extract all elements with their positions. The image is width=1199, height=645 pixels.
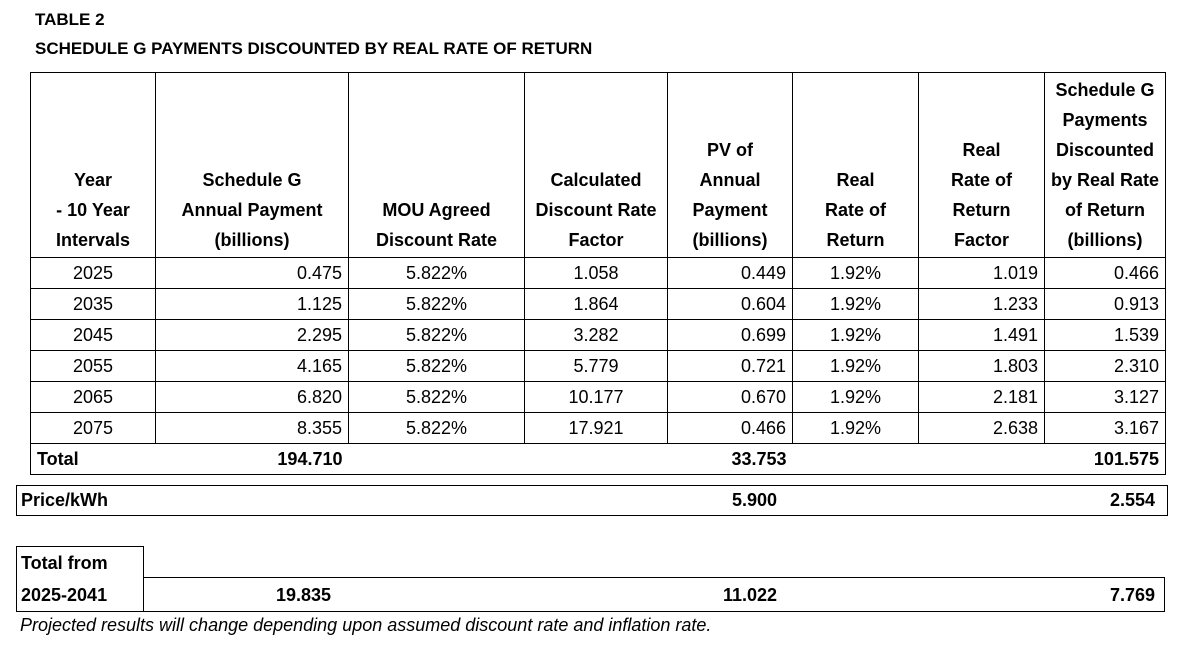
header-real-rate: Real Rate of Return — [793, 73, 919, 258]
pv-payment-cell: 0.670 — [668, 382, 793, 413]
mou-rate-cell: 5.822% — [349, 258, 525, 289]
discounted-payment-cell: 2.310 — [1045, 351, 1166, 382]
header-row — [31, 73, 1166, 258]
price-discounted: 2.554 — [1109, 490, 1155, 510]
pv-payment-cell: 0.604 — [668, 289, 793, 320]
total-from-discounted: 7.769 — [1109, 585, 1155, 605]
year-cell: 2045 — [31, 320, 156, 351]
total-annual-payment: 194.710 — [156, 444, 349, 475]
header-real-rate-factor: Real Rate of Return Factor — [919, 73, 1045, 258]
discount-factor-cell: 10.177 — [525, 382, 668, 413]
price-pv: 5.900 — [731, 490, 777, 510]
annual-payment-cell: 1.125 — [156, 289, 349, 320]
total-from-label-line2: 2025-2041 — [21, 585, 108, 605]
discounted-payment-cell: 1.539 — [1045, 320, 1166, 351]
year-cell: 2075 — [31, 413, 156, 444]
header-discount-factor: Calculated Discount Rate Factor — [525, 73, 668, 258]
table-label: TABLE 2 — [35, 10, 105, 29]
header-pv-payment: PV of Annual Payment (billions) — [668, 73, 793, 258]
table-row — [31, 351, 1166, 382]
header-year: Year - 10 Year Intervals — [31, 73, 156, 258]
discount-factor-cell: 1.058 — [525, 258, 668, 289]
real-rate-cell: 1.92% — [793, 413, 919, 444]
total-from-pv-payment: 11.022 — [722, 585, 777, 605]
mou-rate-cell: 5.822% — [349, 320, 525, 351]
pv-payment-cell: 0.699 — [668, 320, 793, 351]
schedule-g-table — [30, 72, 1166, 475]
real-rate-cell: 1.92% — [793, 258, 919, 289]
table-row — [31, 382, 1166, 413]
table-row — [31, 413, 1166, 444]
discounted-payment-cell: 3.127 — [1045, 382, 1166, 413]
real-rate-cell: 1.92% — [793, 289, 919, 320]
real-rate-factor-cell: 1.233 — [919, 289, 1045, 320]
total-row — [31, 444, 1166, 475]
table-row — [31, 289, 1166, 320]
header-discounted-payments: Schedule G Payments Discounted by Real Rate of Return (billions) — [1045, 73, 1166, 258]
header-mou-rate: MOU Agreed Discount Rate — [349, 73, 525, 258]
real-rate-factor-cell: 2.638 — [919, 413, 1045, 444]
real-rate-cell: 1.92% — [793, 382, 919, 413]
annual-payment-cell: 8.355 — [156, 413, 349, 444]
mou-rate-cell: 5.822% — [349, 351, 525, 382]
year-cell: 2065 — [31, 382, 156, 413]
total-from-label-line1: Total from — [21, 553, 108, 573]
mou-rate-cell: 5.822% — [349, 289, 525, 320]
pv-payment-cell: 0.449 — [668, 258, 793, 289]
total-label: Total — [31, 444, 156, 475]
discounted-payment-cell: 0.466 — [1045, 258, 1166, 289]
pv-payment-cell: 0.721 — [668, 351, 793, 382]
annual-payment-cell: 0.475 — [156, 258, 349, 289]
discount-factor-cell: 5.779 — [525, 351, 668, 382]
discounted-payment-cell: 3.167 — [1045, 413, 1166, 444]
annual-payment-cell: 6.820 — [156, 382, 349, 413]
real-rate-factor-cell: 2.181 — [919, 382, 1045, 413]
real-rate-factor-cell: 1.019 — [919, 258, 1045, 289]
discounted-payment-cell: 0.913 — [1045, 289, 1166, 320]
year-cell: 2055 — [31, 351, 156, 382]
real-rate-factor-cell: 1.803 — [919, 351, 1045, 382]
discount-factor-cell: 17.921 — [525, 413, 668, 444]
price-per-kwh-box — [16, 485, 1168, 516]
pv-payment-cell: 0.466 — [668, 413, 793, 444]
mou-rate-cell: 5.822% — [349, 413, 525, 444]
discount-factor-cell: 1.864 — [525, 289, 668, 320]
footnote: Projected results will change depending upon assumed discount rate and inflation rate. — [20, 615, 712, 635]
table-title: SCHEDULE G PAYMENTS DISCOUNTED BY REAL RATE OF RETURN — [35, 39, 593, 58]
year-cell: 2035 — [31, 289, 156, 320]
table-row — [31, 258, 1166, 289]
annual-payment-cell: 4.165 — [156, 351, 349, 382]
real-rate-cell: 1.92% — [793, 320, 919, 351]
real-rate-cell: 1.92% — [793, 351, 919, 382]
header-annual-payment: Schedule G Annual Payment (billions) — [156, 73, 349, 258]
total-discounted: 101.575 — [1045, 444, 1166, 475]
mou-rate-cell: 5.822% — [349, 382, 525, 413]
annual-payment-cell: 2.295 — [156, 320, 349, 351]
total-pv-payment: 33.753 — [668, 444, 793, 475]
real-rate-factor-cell: 1.491 — [919, 320, 1045, 351]
price-label: Price/kWh — [21, 490, 109, 510]
discount-factor-cell: 3.282 — [525, 320, 668, 351]
table-row — [31, 320, 1166, 351]
year-cell: 2025 — [31, 258, 156, 289]
total-from-annual-payment: 19.835 — [275, 585, 331, 605]
